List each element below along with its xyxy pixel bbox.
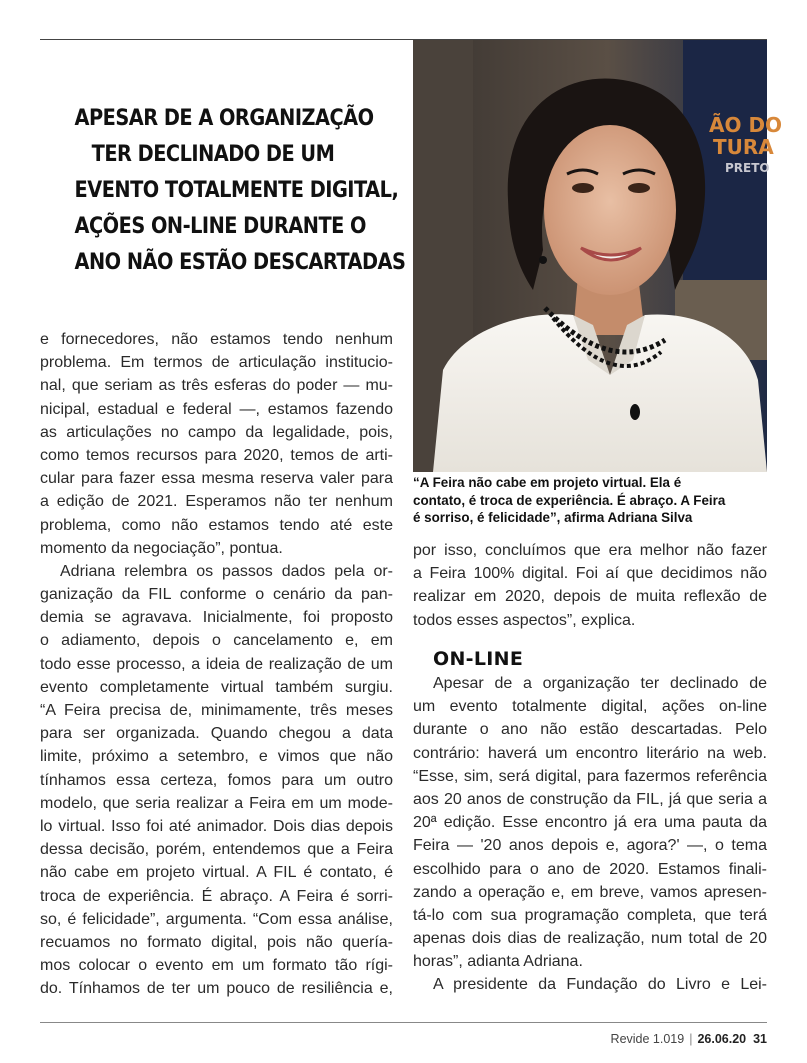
text-line: como temos recursos para 2020, temos de arti- [40, 446, 393, 464]
text-line: todo esse processo, a ideia de realização de um [40, 655, 393, 673]
text-line: cular para fazer essa mesma reserva valer para [40, 470, 393, 488]
banner-text: TURA [713, 135, 774, 159]
text-line: horas”, adianta Adriana. [413, 953, 583, 971]
text-line: mos colocar o evento em um formato tão rígi- [40, 957, 393, 975]
text-line: modelo, que seria realizar a Feira em um mode- [40, 794, 393, 812]
text-line: demia se agravava. Inicialmente, foi proposto [40, 609, 393, 627]
text-line: tá-lo com sua programação completa, que terá [413, 906, 767, 924]
pull-quote-line: AÇÕES ON-LINE DURANTE O [74, 213, 366, 239]
text-line: dessa decisão, porém, entendemos que a Feira [40, 841, 393, 859]
text-line: ganização da FIL conforme o cenário da pan- [40, 586, 393, 604]
text-line: “Esse, sim, será digital, para fazermos referência [413, 767, 767, 785]
text-line: a edição de 2021. Esperamos não ter nenhum [40, 493, 393, 511]
pull-quote-line: TER DECLINADO DE UM [91, 141, 335, 167]
page-number: 31 [753, 1032, 767, 1046]
text-line: contrário: haverá um encontro literário na web. [413, 744, 767, 762]
text-line: realizar em 2020, depois de muita reflexão de [413, 588, 767, 606]
caption-line: “A Feira não cabe em projeto virtual. Ela é [413, 475, 682, 490]
pull-quote-line: EVENTO TOTALMENTE DIGITAL, [74, 177, 399, 203]
banner-text: ÃO DO [709, 113, 783, 137]
text-line: A presidente da Fundação do Livro e Lei- [433, 976, 767, 994]
bottom-rule [40, 1022, 767, 1023]
caption-line: contato, é troca de experiência. É abraço. A Feira [413, 492, 726, 508]
page-footer [611, 1032, 767, 1046]
text-line: aos 20 anos de construção da FIL, já que seria a [413, 790, 767, 808]
publication-issue: Revide 1.019 [610, 1032, 685, 1046]
text-line: recuamos no formato digital, pois não quería- [40, 933, 393, 951]
text-line: “A Feira precisa de, minimamente, três meses [40, 702, 393, 719]
text-line: e fornecedores, não estamos tendo nenhum [40, 331, 393, 348]
text-line: lo virtual. Isso foi até animador. Dois dias depois [40, 817, 393, 835]
pull-quote-line: ANO NÃO ESTÃO DESCARTADAS [74, 249, 406, 275]
left-column-text [40, 328, 393, 1000]
right-column-text-top [413, 539, 767, 632]
text-line: por isso, concluímos que era melhor não fazer [413, 542, 767, 559]
text-line: problema. Em termos de articulação institucio- [40, 354, 393, 372]
text-line: momento da negociação”, pontua. [40, 539, 283, 557]
portrait-photo [413, 40, 783, 472]
text-line: para ser organizada. Quando chegou a data [40, 725, 393, 743]
text-line: apenas dois dias de realização, num total de 20 [413, 930, 767, 948]
pull-quote-line: APESAR DE A ORGANIZAÇÃO [74, 105, 374, 131]
photo-caption [413, 474, 767, 527]
section-heading: ON-LINE [433, 648, 524, 670]
text-line: não cabe em projeto virtual. A FIL é contato, é [40, 864, 393, 882]
text-line: escolhido para o ano de 2020. Estamos finali- [413, 860, 767, 878]
right-column-text-bottom [413, 672, 767, 997]
text-line: Apesar de a organização ter declinado de [433, 675, 767, 692]
text-line: limite, próximo a setembro, e vimos que não [40, 748, 393, 766]
text-line: todos esses aspectos”, explica. [413, 611, 636, 629]
footer-separator: | [689, 1032, 693, 1046]
pull-quote [74, 100, 406, 280]
text-line: nicipal, estadual e federal —, estamos fazendo [40, 400, 393, 418]
text-line: tínhamos essa certeza, fomos para um outro [40, 771, 393, 789]
text-line: zando a operação e, em breve, vamos apresen- [413, 883, 767, 901]
text-line: troca de experiência. É abraço. A Feira é sorri- [40, 887, 393, 905]
text-line: Adriana relembra os passos dados pela or- [60, 562, 393, 580]
text-line: nal, que seriam as três esferas do poder — mu- [40, 377, 393, 395]
caption-line: é sorriso, é felicidade”, afirma Adriana Silva [413, 510, 693, 525]
text-line: problema, como não estamos tendo até este [40, 516, 393, 534]
text-line: durante o ano não estão descartadas. Pelo [413, 721, 767, 739]
text-line: do. Tínhamos de ter um pouco de resiliência e, [40, 980, 393, 998]
text-line: o adiamento, depois o cancelamento e, em [40, 632, 393, 650]
banner-text: PRETO [725, 161, 770, 175]
text-line: evento completamente virtual também surgiu. [40, 678, 393, 696]
text-line: um evento totalmente digital, ações on-line [413, 698, 767, 716]
text-line: so, é felicidade”, argumenta. “Com essa análise, [40, 910, 393, 928]
text-line: a Feira 100% digital. Foi aí que decidimos não [413, 565, 767, 583]
text-line: 20ª edição. Esse encontro já era uma pauta da [413, 814, 767, 832]
issue-date: 26.06.20 [697, 1032, 747, 1046]
text-line: Feira — '20 anos depois e, agora?' —, o tema [413, 837, 767, 855]
text-line: as articulações no campo da legalidade, pois, [40, 423, 393, 441]
